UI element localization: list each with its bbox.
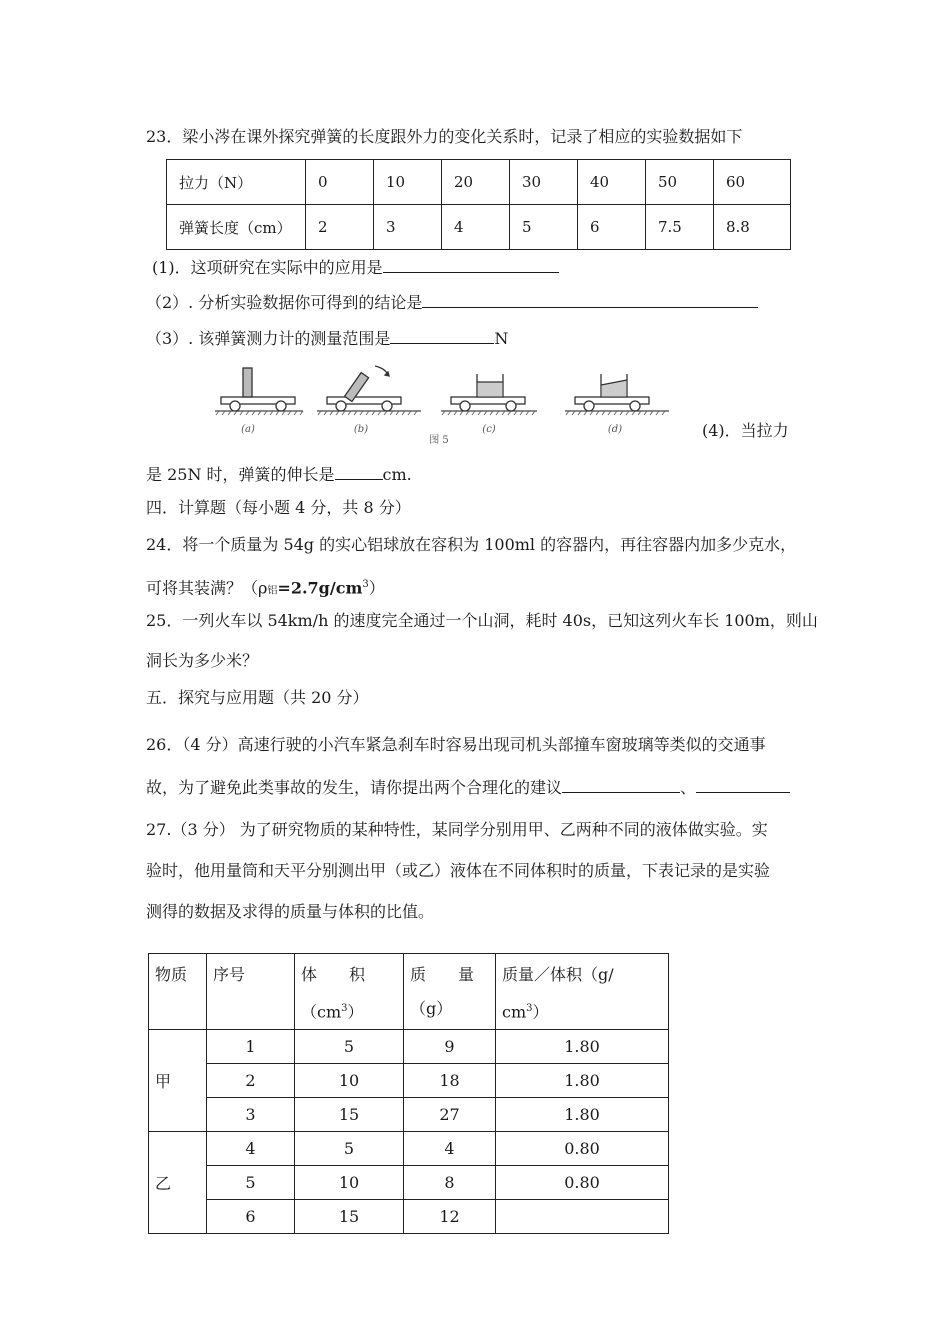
table-cell: 4 bbox=[442, 205, 510, 250]
header-mass-text: 质 量 bbox=[410, 965, 475, 984]
answer-blank[interactable] bbox=[696, 776, 790, 793]
answer-blank[interactable] bbox=[383, 256, 559, 273]
cell-ratio: 1.80 bbox=[496, 1098, 669, 1132]
q23-sub4: (4)．当拉力 bbox=[702, 421, 789, 440]
answer-blank[interactable] bbox=[422, 291, 758, 308]
cell-index: 3 bbox=[207, 1098, 295, 1132]
table-cell: 8.8 bbox=[714, 205, 791, 250]
length-label: 弹簧长度（cm） bbox=[167, 205, 306, 250]
q23-sub3 bbox=[146, 327, 508, 349]
cell-ratio: 0.80 bbox=[496, 1166, 669, 1200]
label-b: (b) bbox=[353, 424, 369, 435]
q26-text: 故，为了避免此类事故的发生，请你提出两个合理化的建议 bbox=[146, 778, 563, 797]
section-5-heading: 五．探究与应用题（共 20 分） bbox=[146, 688, 369, 707]
cell-mass: 27 bbox=[404, 1098, 496, 1132]
cell-index: 6 bbox=[207, 1200, 295, 1234]
label-d: (d) bbox=[607, 424, 623, 435]
figure-5-carts bbox=[195, 360, 685, 450]
q27-line1: 27.（3 分） 为了研究物质的某种特性，某同学分别用甲、乙两种不同的液体做实验。实 bbox=[146, 820, 768, 839]
spring-data-table bbox=[166, 159, 791, 250]
q23-sub1 bbox=[152, 256, 559, 278]
cell-volume: 10 bbox=[295, 1166, 404, 1200]
label-c: (c) bbox=[482, 424, 496, 435]
cell-index: 2 bbox=[207, 1064, 295, 1098]
header-volume-close: ） bbox=[347, 1002, 364, 1022]
q24-sub: 铝 bbox=[267, 585, 278, 597]
cell-mass: 12 bbox=[404, 1200, 496, 1234]
table-cell: 30 bbox=[510, 160, 578, 205]
table-cell: 2 bbox=[306, 205, 374, 250]
force-label: 拉力（N） bbox=[167, 160, 306, 205]
table-cell: 60 bbox=[714, 160, 791, 205]
table-cell: 7.5 bbox=[646, 205, 714, 250]
q23-sub2-text: （2）. 分析实验数据你可得到的结论是 bbox=[146, 293, 423, 312]
q23-sub3-text: （3）. 该弹簧测力计的测量范围是 bbox=[146, 329, 391, 348]
q24-close: ） bbox=[368, 578, 385, 598]
q23-sub1-text: (1)．这项研究在实际中的应用是 bbox=[152, 258, 383, 277]
cell-mass: 8 bbox=[404, 1166, 496, 1200]
answer-blank[interactable] bbox=[562, 776, 680, 793]
header-volume-unit: （cm bbox=[301, 1002, 342, 1022]
cell-ratio-blank[interactable] bbox=[496, 1200, 669, 1234]
cell-volume: 10 bbox=[295, 1064, 404, 1098]
table-cell: 6 bbox=[578, 205, 646, 250]
q23-sub2 bbox=[146, 291, 758, 313]
table-row bbox=[149, 1098, 669, 1132]
q26-line1: 26．（4 分）高速行驶的小汽车紧急刹车时容易出现司机头部撞车窗玻璃等类似的交通事 bbox=[146, 735, 766, 754]
cell-volume: 15 bbox=[295, 1098, 404, 1132]
table-row bbox=[149, 1030, 669, 1064]
table-row bbox=[167, 205, 791, 250]
cell-mass: 4 bbox=[404, 1132, 496, 1166]
q23-sub4-cont bbox=[146, 463, 412, 485]
answer-blank[interactable] bbox=[390, 327, 494, 344]
q24-density: =2.7g/cm bbox=[277, 578, 363, 598]
q23-intro: 23．梁小涔在课外探究弹簧的长度跟外力的变化关系时，记录了相应的实验数据如下 bbox=[146, 127, 743, 146]
label-a: (a) bbox=[241, 424, 255, 435]
table-cell: 5 bbox=[510, 205, 578, 250]
header-volume-sup: 3 bbox=[341, 1003, 348, 1014]
q27-line2: 验时，他用量筒和天平分别测出甲（或乙）液体在不同体积时的质量，下表记录的是实验 bbox=[146, 861, 771, 880]
table-cell: 0 bbox=[306, 160, 374, 205]
table-row bbox=[167, 160, 791, 205]
header-ratio-sup: 3 bbox=[526, 1003, 533, 1014]
header-ratio-text: 质量／体积（g/ bbox=[502, 965, 614, 984]
cell-mass: 18 bbox=[404, 1064, 496, 1098]
q26-sep: 、 bbox=[680, 778, 697, 797]
header-volume-text: 体 积 bbox=[301, 965, 366, 984]
table-cell: 50 bbox=[646, 160, 714, 205]
q26-line2 bbox=[146, 776, 790, 798]
header-mass-unit: （g） bbox=[410, 999, 453, 1018]
cell-mass: 9 bbox=[404, 1030, 496, 1064]
table-row bbox=[149, 1200, 669, 1234]
cell-volume: 5 bbox=[295, 1132, 404, 1166]
cell-volume: 5 bbox=[295, 1030, 404, 1064]
q27-line3: 测得的数据及求得的质量与体积的比值。 bbox=[146, 902, 435, 921]
table-row bbox=[149, 1166, 669, 1200]
group-a: 甲 bbox=[149, 1030, 207, 1132]
table-header-row bbox=[149, 954, 669, 1030]
q24-sup: 3 bbox=[362, 579, 369, 590]
header-ratio-close: ） bbox=[532, 1002, 549, 1022]
cell-ratio: 1.80 bbox=[496, 1064, 669, 1098]
density-table bbox=[148, 953, 669, 1234]
section-4-heading: 四．计算题（每小题 4 分，共 8 分） bbox=[146, 498, 411, 517]
cell-index: 5 bbox=[207, 1166, 295, 1200]
cell-index: 1 bbox=[207, 1030, 295, 1064]
header-mass bbox=[404, 954, 496, 1030]
q24-line2 bbox=[146, 575, 385, 601]
q24-text: 可将其装满？（ρ bbox=[146, 578, 268, 598]
q24-line1: 24．将一个质量为 54g 的实心铝球放在容积为 100ml 的容器内，再往容器内加多少克水， bbox=[146, 535, 797, 554]
header-ratio bbox=[496, 954, 669, 1030]
answer-blank[interactable] bbox=[335, 463, 383, 480]
cell-index: 4 bbox=[207, 1132, 295, 1166]
q23-sub4-text: 是 25N 时，弹簧的伸长是 bbox=[146, 465, 335, 484]
unit-cm: cm. bbox=[382, 465, 412, 484]
table-cell: 10 bbox=[374, 160, 442, 205]
table-cell: 20 bbox=[442, 160, 510, 205]
table-cell: 3 bbox=[374, 205, 442, 250]
cell-volume: 15 bbox=[295, 1200, 404, 1234]
table-row bbox=[149, 1064, 669, 1098]
cell-ratio: 0.80 bbox=[496, 1132, 669, 1166]
header-index: 序号 bbox=[207, 954, 295, 1030]
figure-caption: 图 5 bbox=[429, 435, 449, 446]
q25-line2: 洞长为多少米？ bbox=[146, 651, 259, 670]
table-cell: 40 bbox=[578, 160, 646, 205]
group-b: 乙 bbox=[149, 1132, 207, 1234]
header-substance: 物质 bbox=[149, 954, 207, 1030]
header-volume bbox=[295, 954, 404, 1030]
table-row bbox=[149, 1132, 669, 1166]
q25-line1: 25．一列火车以 54km/h 的速度完全通过一个山洞，耗时 40s，已知这列火车长 100m，则山 bbox=[146, 611, 818, 630]
header-ratio-unit: cm bbox=[502, 1002, 527, 1022]
unit-n: N bbox=[494, 329, 509, 348]
cell-ratio: 1.80 bbox=[496, 1030, 669, 1064]
